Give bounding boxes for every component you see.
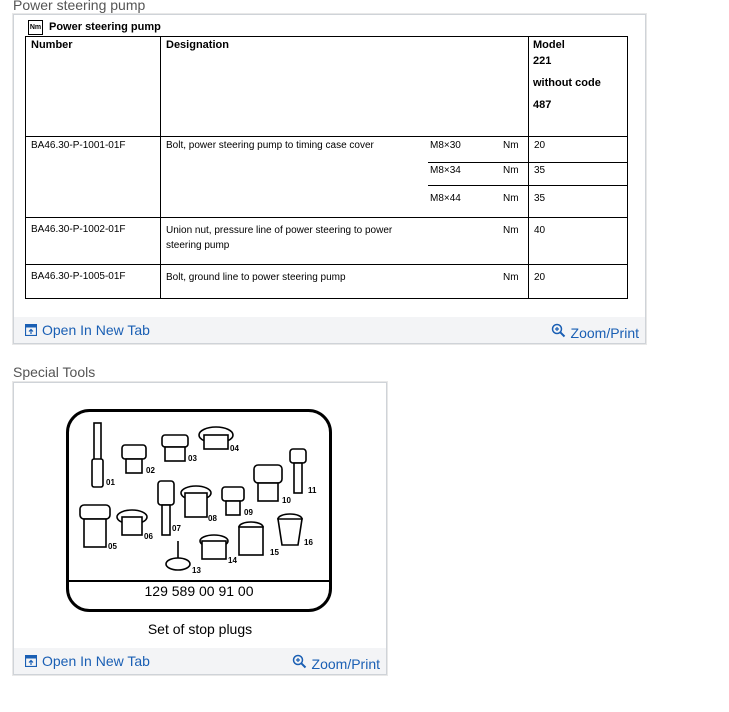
- row-1-size-b: M8×34: [430, 165, 461, 176]
- header-designation: Designation: [166, 39, 229, 51]
- svg-text:10: 10: [282, 496, 291, 505]
- table-divider: [26, 217, 627, 218]
- section-title-special-tools: Special Tools: [13, 364, 96, 380]
- row-1-value-b: 35: [534, 165, 546, 176]
- header-model-487: 487: [533, 99, 552, 111]
- row-2-designation-line2: steering pump: [166, 240, 230, 251]
- table-divider: [428, 185, 627, 186]
- tool-caption: Set of stop plugs: [147, 621, 253, 637]
- header-model: Model: [533, 39, 565, 51]
- svg-text:07: 07: [172, 524, 181, 533]
- spec-table-title: Power steering pump: [49, 21, 161, 33]
- zoom-magnifier-icon: [551, 323, 566, 338]
- row-3-unit: Nm: [503, 272, 519, 283]
- row-1-designation: Bolt, power steering pump to timing case cover: [166, 140, 374, 151]
- header-model-without-code: without code: [533, 77, 601, 89]
- spec-table-heading: [28, 18, 161, 36]
- svg-text:13: 13: [192, 566, 201, 575]
- power-steering-card: [13, 14, 646, 344]
- svg-text:15: 15: [270, 548, 279, 557]
- svg-text:03: 03: [188, 454, 197, 463]
- row-2-unit: Nm: [503, 225, 519, 236]
- row-3-number: BA46.30-P-1005-01F: [31, 271, 126, 282]
- stop-plugs-illustration: [66, 409, 332, 613]
- svg-text:04: 04: [230, 444, 239, 453]
- torque-nm-icon: Nm: [28, 20, 43, 35]
- row-2-number: BA46.30-P-1002-01F: [31, 224, 126, 235]
- row-1-unit-c: Nm: [503, 193, 519, 204]
- row-3-value: 20: [534, 272, 546, 283]
- row-2-designation-line1: Union nut, pressure line of power steering to power: [166, 225, 393, 236]
- row-3-designation: Bolt, ground line to power steering pump: [166, 272, 346, 283]
- row-1-value-a: 20: [534, 140, 546, 151]
- svg-text:02: 02: [146, 466, 155, 475]
- table-divider: [26, 264, 627, 265]
- zoom-print-label: Zoom/Print: [570, 325, 639, 341]
- zoom-print-link[interactable]: [292, 650, 380, 672]
- svg-text:01: 01: [106, 478, 115, 487]
- row-1-value-c: 35: [534, 193, 546, 204]
- zoom-print-link[interactable]: [551, 319, 639, 341]
- open-in-new-tab-link[interactable]: [25, 653, 150, 669]
- svg-text:16: 16: [304, 538, 313, 547]
- tool-part-number: 129 589 00 91 00: [144, 583, 254, 599]
- special-tools-card: [13, 382, 387, 675]
- zoom-magnifier-icon: [292, 654, 307, 669]
- header-number: Number: [31, 39, 73, 51]
- svg-text:08: 08: [208, 514, 217, 523]
- open-in-new-tab-link[interactable]: [25, 322, 150, 338]
- svg-text:09: 09: [244, 508, 253, 517]
- zoom-print-label: Zoom/Print: [311, 656, 380, 672]
- svg-text:05: 05: [108, 542, 117, 551]
- header-model-221: 221: [533, 55, 552, 67]
- svg-text:14: 14: [228, 556, 237, 565]
- svg-text:11: 11: [308, 486, 317, 495]
- table-divider: [160, 37, 161, 298]
- open-new-tab-icon: [25, 324, 37, 336]
- section-title-power-steering: Power steering pump: [13, 0, 146, 13]
- card-footer: [14, 648, 386, 674]
- row-1-size-c: M8×44: [430, 193, 461, 204]
- row-1-size-a: M8×30: [430, 140, 461, 151]
- row-1-number: BA46.30-P-1001-01F: [31, 140, 126, 151]
- card-footer: [14, 317, 645, 343]
- open-in-new-tab-label: Open In New Tab: [42, 653, 150, 669]
- open-in-new-tab-label: Open In New Tab: [42, 322, 150, 338]
- table-divider: [528, 37, 529, 298]
- svg-text:06: 06: [144, 532, 153, 541]
- torque-spec-table: [25, 36, 628, 299]
- row-1-unit-b: Nm: [503, 165, 519, 176]
- table-divider: [26, 136, 627, 137]
- open-new-tab-icon: [25, 655, 37, 667]
- row-2-value: 40: [534, 225, 546, 236]
- row-1-unit-a: Nm: [503, 140, 519, 151]
